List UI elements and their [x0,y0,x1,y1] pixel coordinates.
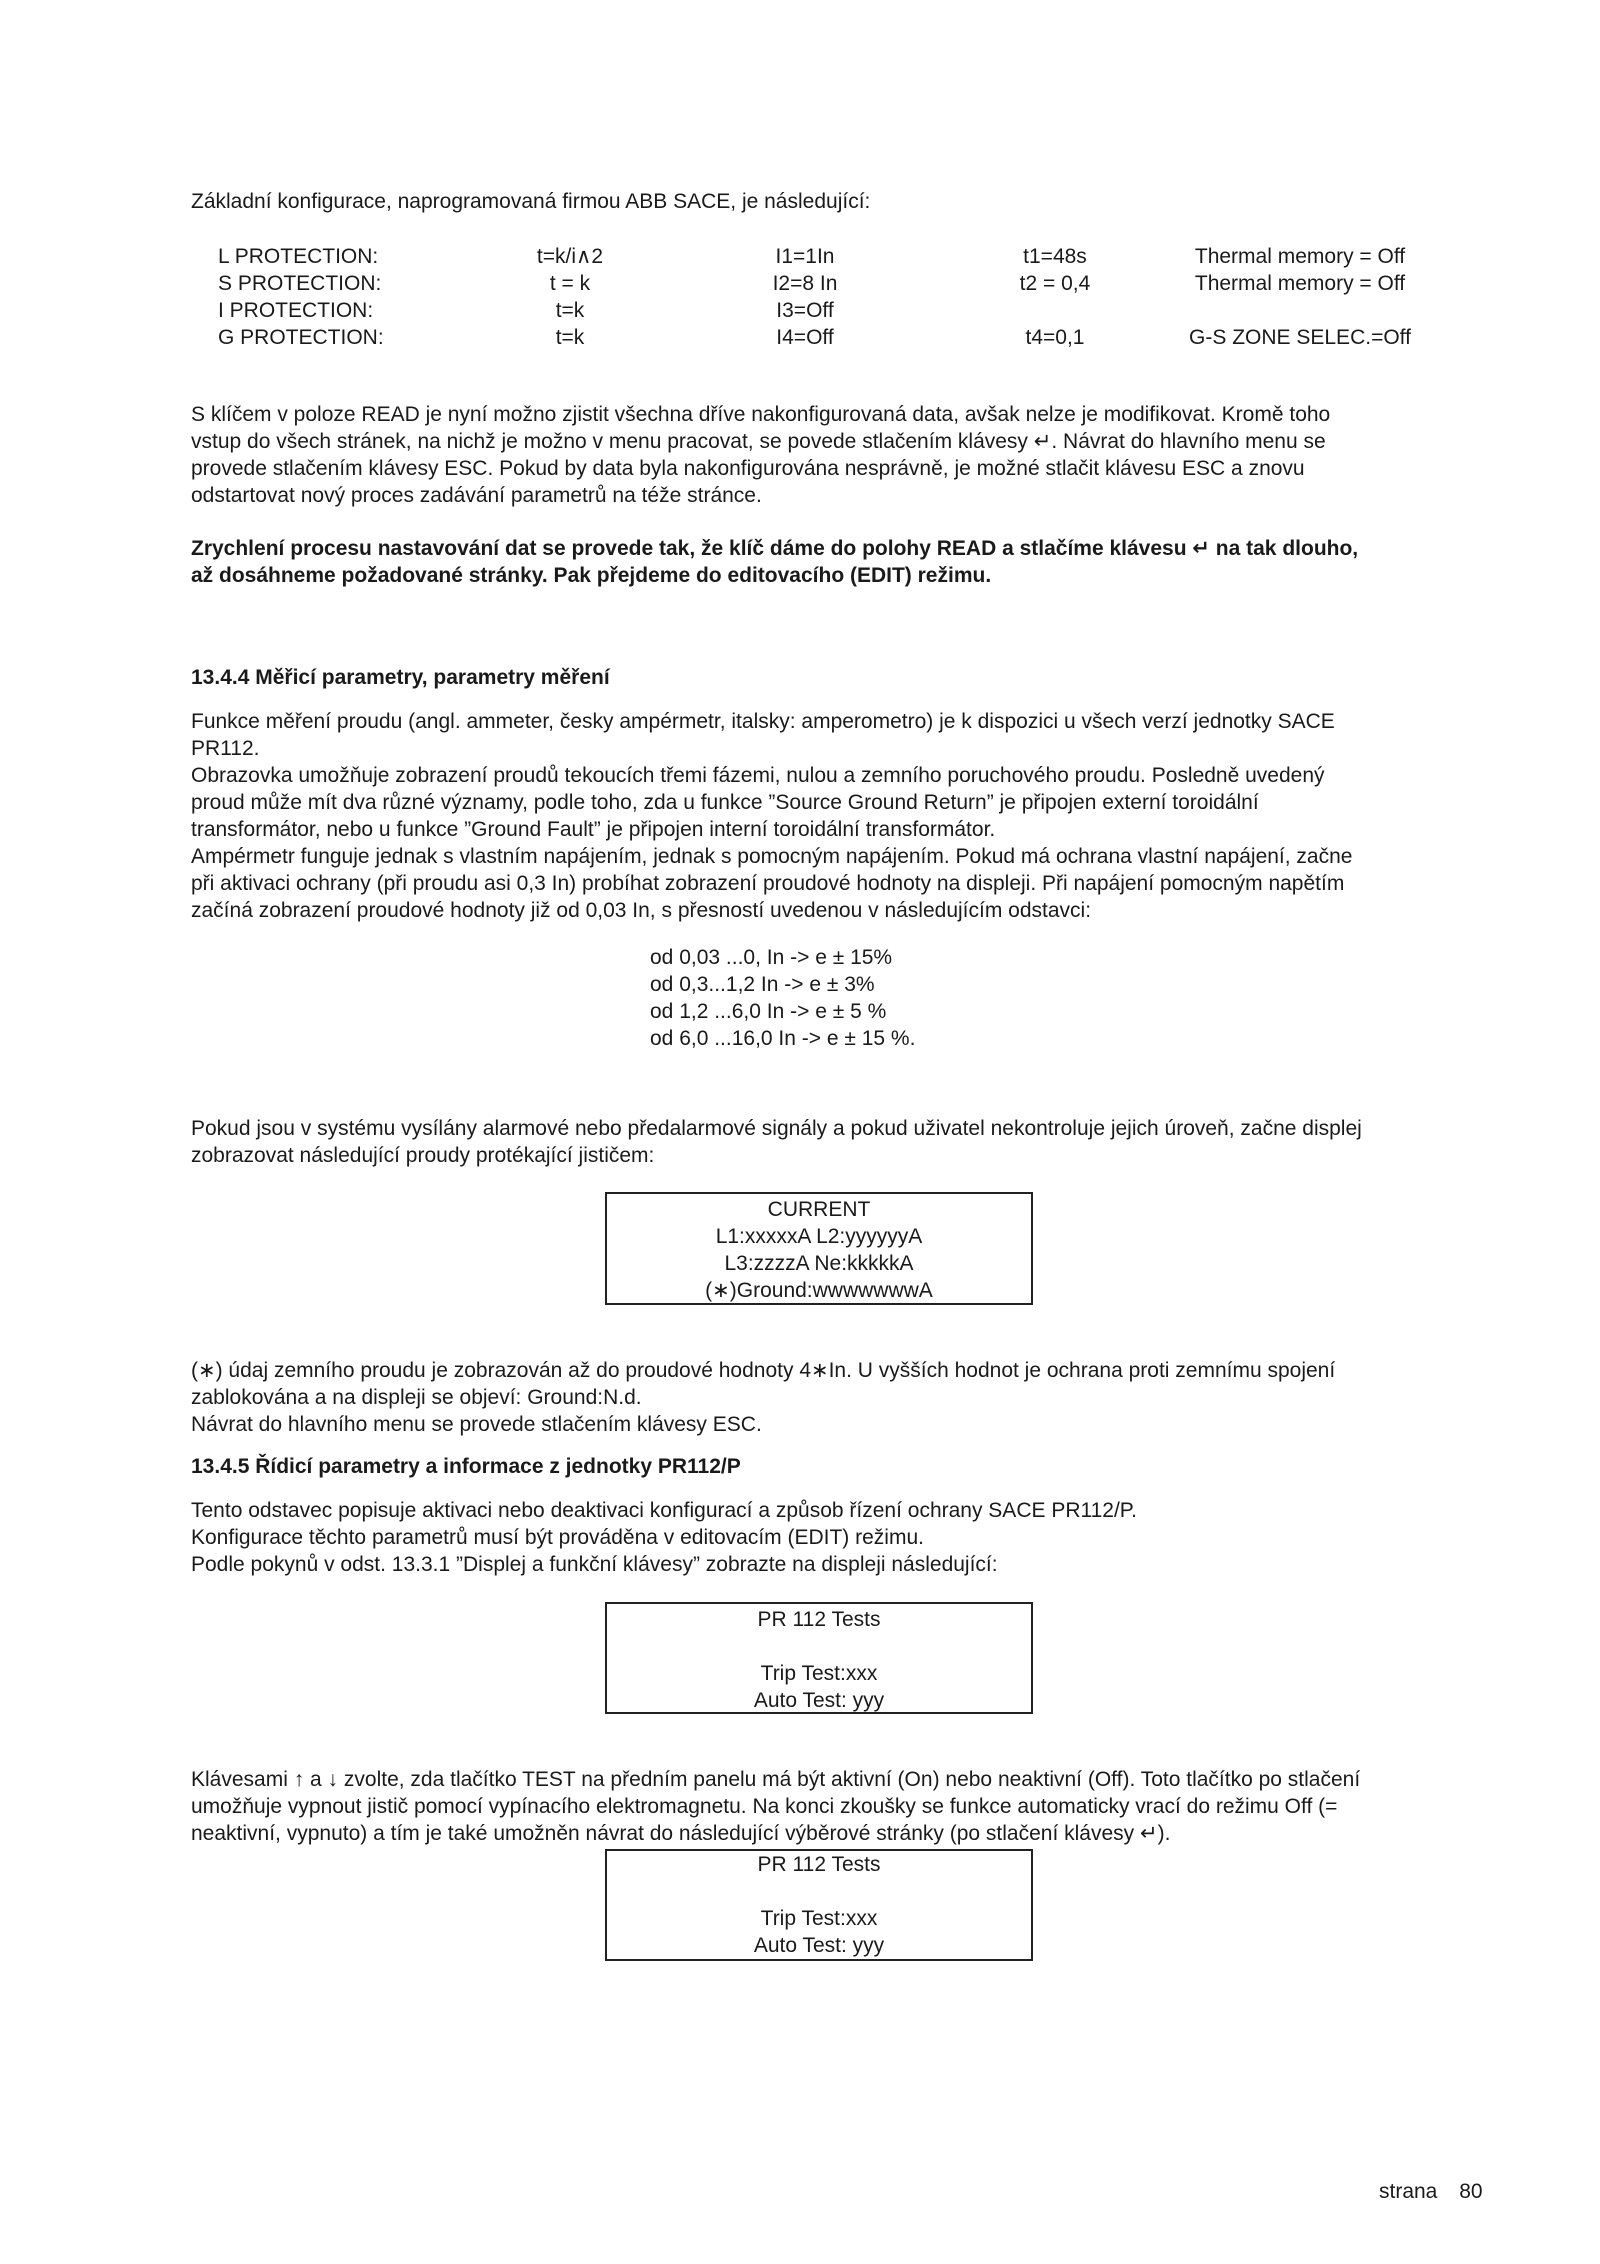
paragraph-alarm: Pokud jsou v systému vysílány alarmové nebo předalarmové signály a pokud uživatel nekontroluje jejich úroveň, začne displej zobrazovat následující proudy protékající jističem: [191,1117,1362,1167]
range-item: od 1,2 ...6,0 In -> e ± 5 % [650,1000,887,1023]
config-row [0,324,1600,351]
lcd-current-display: CURRENT L1:xxxxxA L2:yyyyyyA L3:zzzzA Ne:kkkkkA (∗)Ground:wwwwwwwA [605,1192,1033,1305]
protection-name: I PROTECTION: [218,299,374,322]
current-setting: I3=Off [776,299,834,322]
protection-name: S PROTECTION: [218,272,382,295]
paragraph-control-params: Tento odstavec popisuje aktivaci nebo deaktivaci konfigurací a způsob řízení ochrany SACE PR112/P. Konfigurace těchto parametrů musí být prováděna v editovacím (EDIT) režimu. Podle pokynů v odst. 13.3.1 ”Displej a funkční klávesy” zobrazte na displeji následující: [191,1499,1137,1576]
time-setting: t1=48s [1023,245,1087,268]
page-number: 80 [1459,2180,1483,2203]
current-setting: I2=8 In [772,272,838,295]
time-setting: t4=0,1 [1025,326,1085,349]
paragraph-speedup: Zrychlení procesu nastavování dat se provede tak, že klíč dáme do polohy READ a stlačíme klávesu ↵ na tak dlouho, až dosáhneme požadované stránky. Pak přejdeme do editovacího (EDIT) režimu. [191,537,1359,587]
protection-name: L PROTECTION: [218,245,379,268]
range-item: od 0,3...1,2 In -> e ± 3% [650,973,875,996]
page-label: strana [1379,2180,1438,2203]
range-item: od 6,0 ...16,0 In -> e ± 15 %. [650,1027,916,1050]
config-row [0,243,1600,270]
memory-setting: Thermal memory = Off [1194,272,1406,295]
page-footer [1379,2178,1483,2205]
curve-setting: t=k [555,299,585,322]
paragraph-ground-note: (∗) údaj zemního proudu je zobrazován až do proudové hodnoty 4∗In. U vyšších hodnot je ochrana proti zemnímu spojení zablokována a na displeji se objeví: Ground:N.d. Návrat do hlavního menu se provede stlačením klávesy ESC. [191,1359,1336,1436]
config-row [0,270,1600,297]
curve-setting: t=k/i∧2 [536,245,604,268]
range-item: od 0,03 ...0, In -> e ± 15% [650,946,893,969]
section-heading-13-4-5: 13.4.5 Řídicí parametry a informace z jednotky PR112/P [191,1455,741,1478]
current-setting: I1=1In [775,245,835,268]
curve-setting: t = k [549,272,591,295]
lcd-tests-display: PR 112 Tests Trip Test:xxx Auto Test: yyy [605,1602,1033,1714]
curve-setting: t=k [555,326,585,349]
memory-setting: Thermal memory = Off [1194,245,1406,268]
time-setting: t2 = 0,4 [1019,272,1091,295]
protection-name: G PROTECTION: [218,326,384,349]
paragraph-test-button: Klávesami ↑ a ↓ zvolte, zda tlačítko TEST na předním panelu má být aktivní (On) nebo neaktivní (Off). Toto tlačítko po stlačení umožňuje vypnout jistič pomocí vypínacího elektromagnetu. Na konci zkoušky se funkce automaticky vrací do režimu Off (= neaktivní, vypnuto) a tím je také umožněn návrat do následující výběrové stránky (po stlačení klávesy ↵). [191,1768,1361,1845]
paragraph-ammeter: Funkce měření proudu (angl. ammeter, česky ampérmetr, italsky: amperometro) je k dispozici u všech verzí jednotky SACE PR112. Obrazovka umožňuje zobrazení proudů tekoucích třemi fázemi, nulou a zemního poruchového proudu. Posledně uvedený proud může mít dva různé významy, podle toho, zda u funkce ”Source Ground Return” je připojen externí toroidální transformátor, nebo u funkce ”Ground Fault” je připojen interní toroidální transformátor. Ampérmetr funguje jednak s vlastním napájením, jednak s pomocným napájením. Pokud má ochrana vlastní napájení, začne při aktivaci ochrany (při proudu asi 0,3 In) probíhat zobrazení proudové hodnoty na displeji. Při napájení pomocným napětím začíná zobrazení proudové hodnoty již od 0,03 In, s přesností uvedenou v následujícím odstavci: [191,710,1353,922]
section-heading-13-4-4: 13.4.4 Měřicí parametry, parametry měření [191,666,610,689]
paragraph-read-key: S klíčem v poloze READ je nyní možno zjistit všechna dříve nakonfigurovaná data, avšak nelze je modifikovat. Kromě toho vstup do všech stránek, na nichž je možno v menu pracovat, se povede stlačením klávesy ↵. Návrat do hlavního menu se provede stlačením klávesy ESC. Pokud by data byla nakonfigurována nesprávně, je možné stlačit klávesu ESC a znovu odstartovat nový proces zadávání parametrů na téže stránce. [191,403,1331,507]
lcd-tests-display-2: PR 112 Tests Trip Test:xxx Auto Test: yyy [605,1849,1033,1961]
config-row [0,297,1600,324]
intro-text: Základní konfigurace, naprogramovaná firmou ABB SACE, je následující: [191,190,871,213]
current-setting: I4=Off [776,326,834,349]
memory-setting: G-S ZONE SELEC.=Off [1189,326,1411,349]
accuracy-ranges [650,944,915,1052]
